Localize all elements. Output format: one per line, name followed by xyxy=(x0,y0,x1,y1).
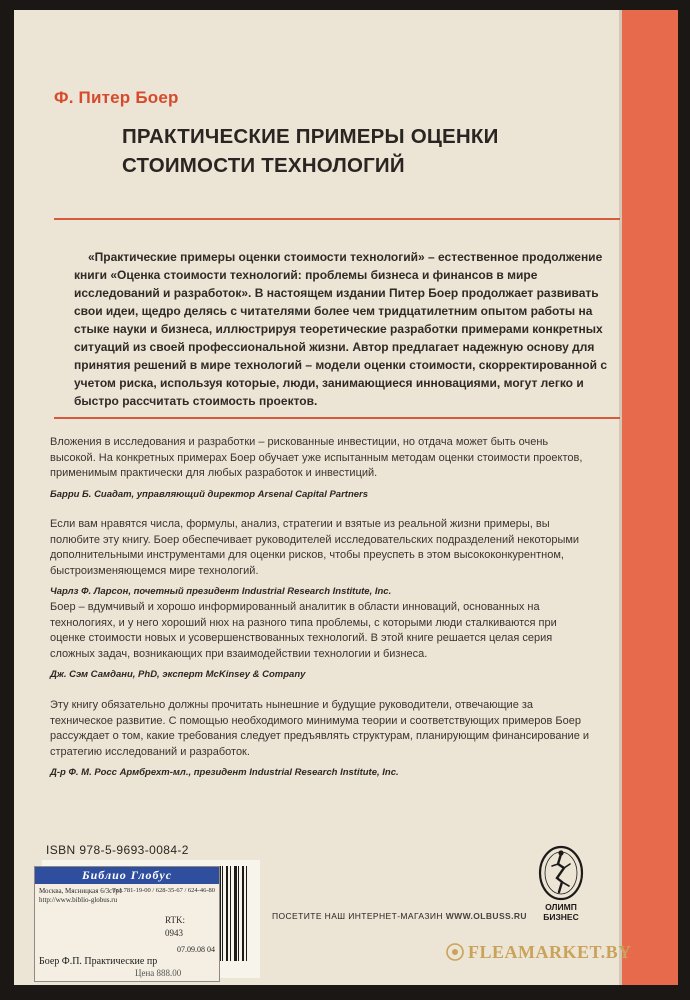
review-text: Эту книгу обязательно должны прочитать нынешние и будущие руководители, отвечающие за техническое развитие. С помощью необходимого минимума теории и соответствующих примеров Боер рассуждает о том, какие требования следует предъявлять структурам, планирующим финансирование и стратегию исследований и разработок. xyxy=(50,699,590,758)
review-author: Барри Б. Сиадат, управляющий директор Arsenal Capital Partners xyxy=(50,488,369,500)
title-line-2: СТОИМОСТИ ТЕХНОЛОГИЙ xyxy=(122,154,405,177)
publisher-logo-icon xyxy=(536,844,586,902)
stripe-edge xyxy=(619,10,622,985)
review-author: Чарлз Ф. Ларсон, почетный президент Industrial Research Institute, Inc. xyxy=(50,586,392,597)
publisher-name-line-1: ОЛИМП xyxy=(545,902,577,912)
review-author: Д-р Ф. М. Росс Армбрехт-мл., президент Industrial Research Institute, Inc. xyxy=(50,767,399,778)
bottom-divider xyxy=(54,417,620,419)
sticker-address: Москва, Мясницкая 6/3стр1 http://www.biblio-globus.ru xyxy=(39,887,123,904)
review-3 xyxy=(50,600,590,680)
visit-url[interactable]: WWW.OLBUSS.RU xyxy=(445,911,527,921)
title-line-1: ПРАКТИЧЕСКИЕ ПРИМЕРЫ ОЦЕНКИ xyxy=(122,125,499,148)
sticker-code: 0943 xyxy=(165,928,183,938)
sticker-date: 07.09.08 04 xyxy=(177,945,215,954)
price-sticker xyxy=(34,866,220,982)
book-title xyxy=(122,122,562,180)
author-name: Ф. Питер Боер xyxy=(54,88,179,107)
watermark-text: FLEAMARKET.BY xyxy=(468,942,632,962)
sticker-store-name: Библио Глобус xyxy=(35,867,219,884)
review-text: Боер – вдумчивый и хорошо информированный аналитик в области инноваций, основанных на технологиях, и у него хороший нюх на разного типа проблемы, с которыми люди сталкиваются при оценке стоимости новых и усовершенствованных технологий. В этой книге решается целая серия сложных задач, возникающих при взаимодействии технологии и бизнеса. xyxy=(50,601,557,660)
sticker-code-label: RTK: xyxy=(165,915,185,925)
book-back-cover xyxy=(14,10,678,985)
sticker-phones: Тел.781-19-00 / 628-35-67 / 624-46-80 xyxy=(112,887,215,894)
sticker-price: Цена 888.00 xyxy=(135,968,182,978)
publisher-name-line-2: БИЗНЕС xyxy=(543,912,579,922)
review-text: Если вам нравятся числа, формулы, анализ, стратегии и взятые из реальной жизни примеры, вы полюбите эту книгу. Боер обеспечивает руководителей исследовательских подразделений некоторыми дополнительными инструментами для оценки рисков, чтобы преуспеть в этом высококонкурентном, быстроизменяющемся мире технологий. xyxy=(50,518,580,577)
review-2 xyxy=(50,517,590,597)
watermark-coin-icon xyxy=(446,943,464,961)
publisher-name xyxy=(524,902,598,922)
intro-paragraph: «Практические примеры оценки стоимости технологий» – естественное продолжение книги «Оценка стоимости технологий: проблемы бизнеса и финансов в мире исследований и разработок». В настоящем издании Питер Боер продолжает развивать свои идеи, щедро делясь с читателями более чем тридцатилетним опытом работы на стыке науки и бизнеса, иллюстрируя теоретические разработки примерами конкретных ситуаций из своей профессиональной жизни. Автор предлагает надежную основу для принятия решений в мире технологий – модели оценки стоимости, скорректированной с учетом риска, используя которые, люди, занимающиеся инновациями, могут легко и быстро рассчитать стоимость проектов. xyxy=(74,250,608,408)
review-text: Вложения в исследования и разработки – рискованные инвестиции, но отдача может быть очень высокой. На конкретных примерах Боер обучает уже испытанным методам оценки стоимости проектов, применимым практически для любых разработок и инвестиций. xyxy=(50,436,583,479)
review-1 xyxy=(50,435,590,500)
top-divider xyxy=(54,218,620,220)
spine-stripe xyxy=(622,10,678,985)
isbn: ISBN 978-5-9693-0084-2 xyxy=(46,843,189,857)
review-4 xyxy=(50,698,590,778)
visit-label: ПОСЕТИТЕ НАШ ИНТЕРНЕТ-МАГАЗИН xyxy=(272,911,443,921)
online-store-line xyxy=(272,911,527,921)
sticker-book-title: Боер Ф.П. Практические пр xyxy=(39,956,158,967)
review-author: Дж. Сэм Самдани, PhD, эксперт McKinsey & Company xyxy=(50,669,306,680)
